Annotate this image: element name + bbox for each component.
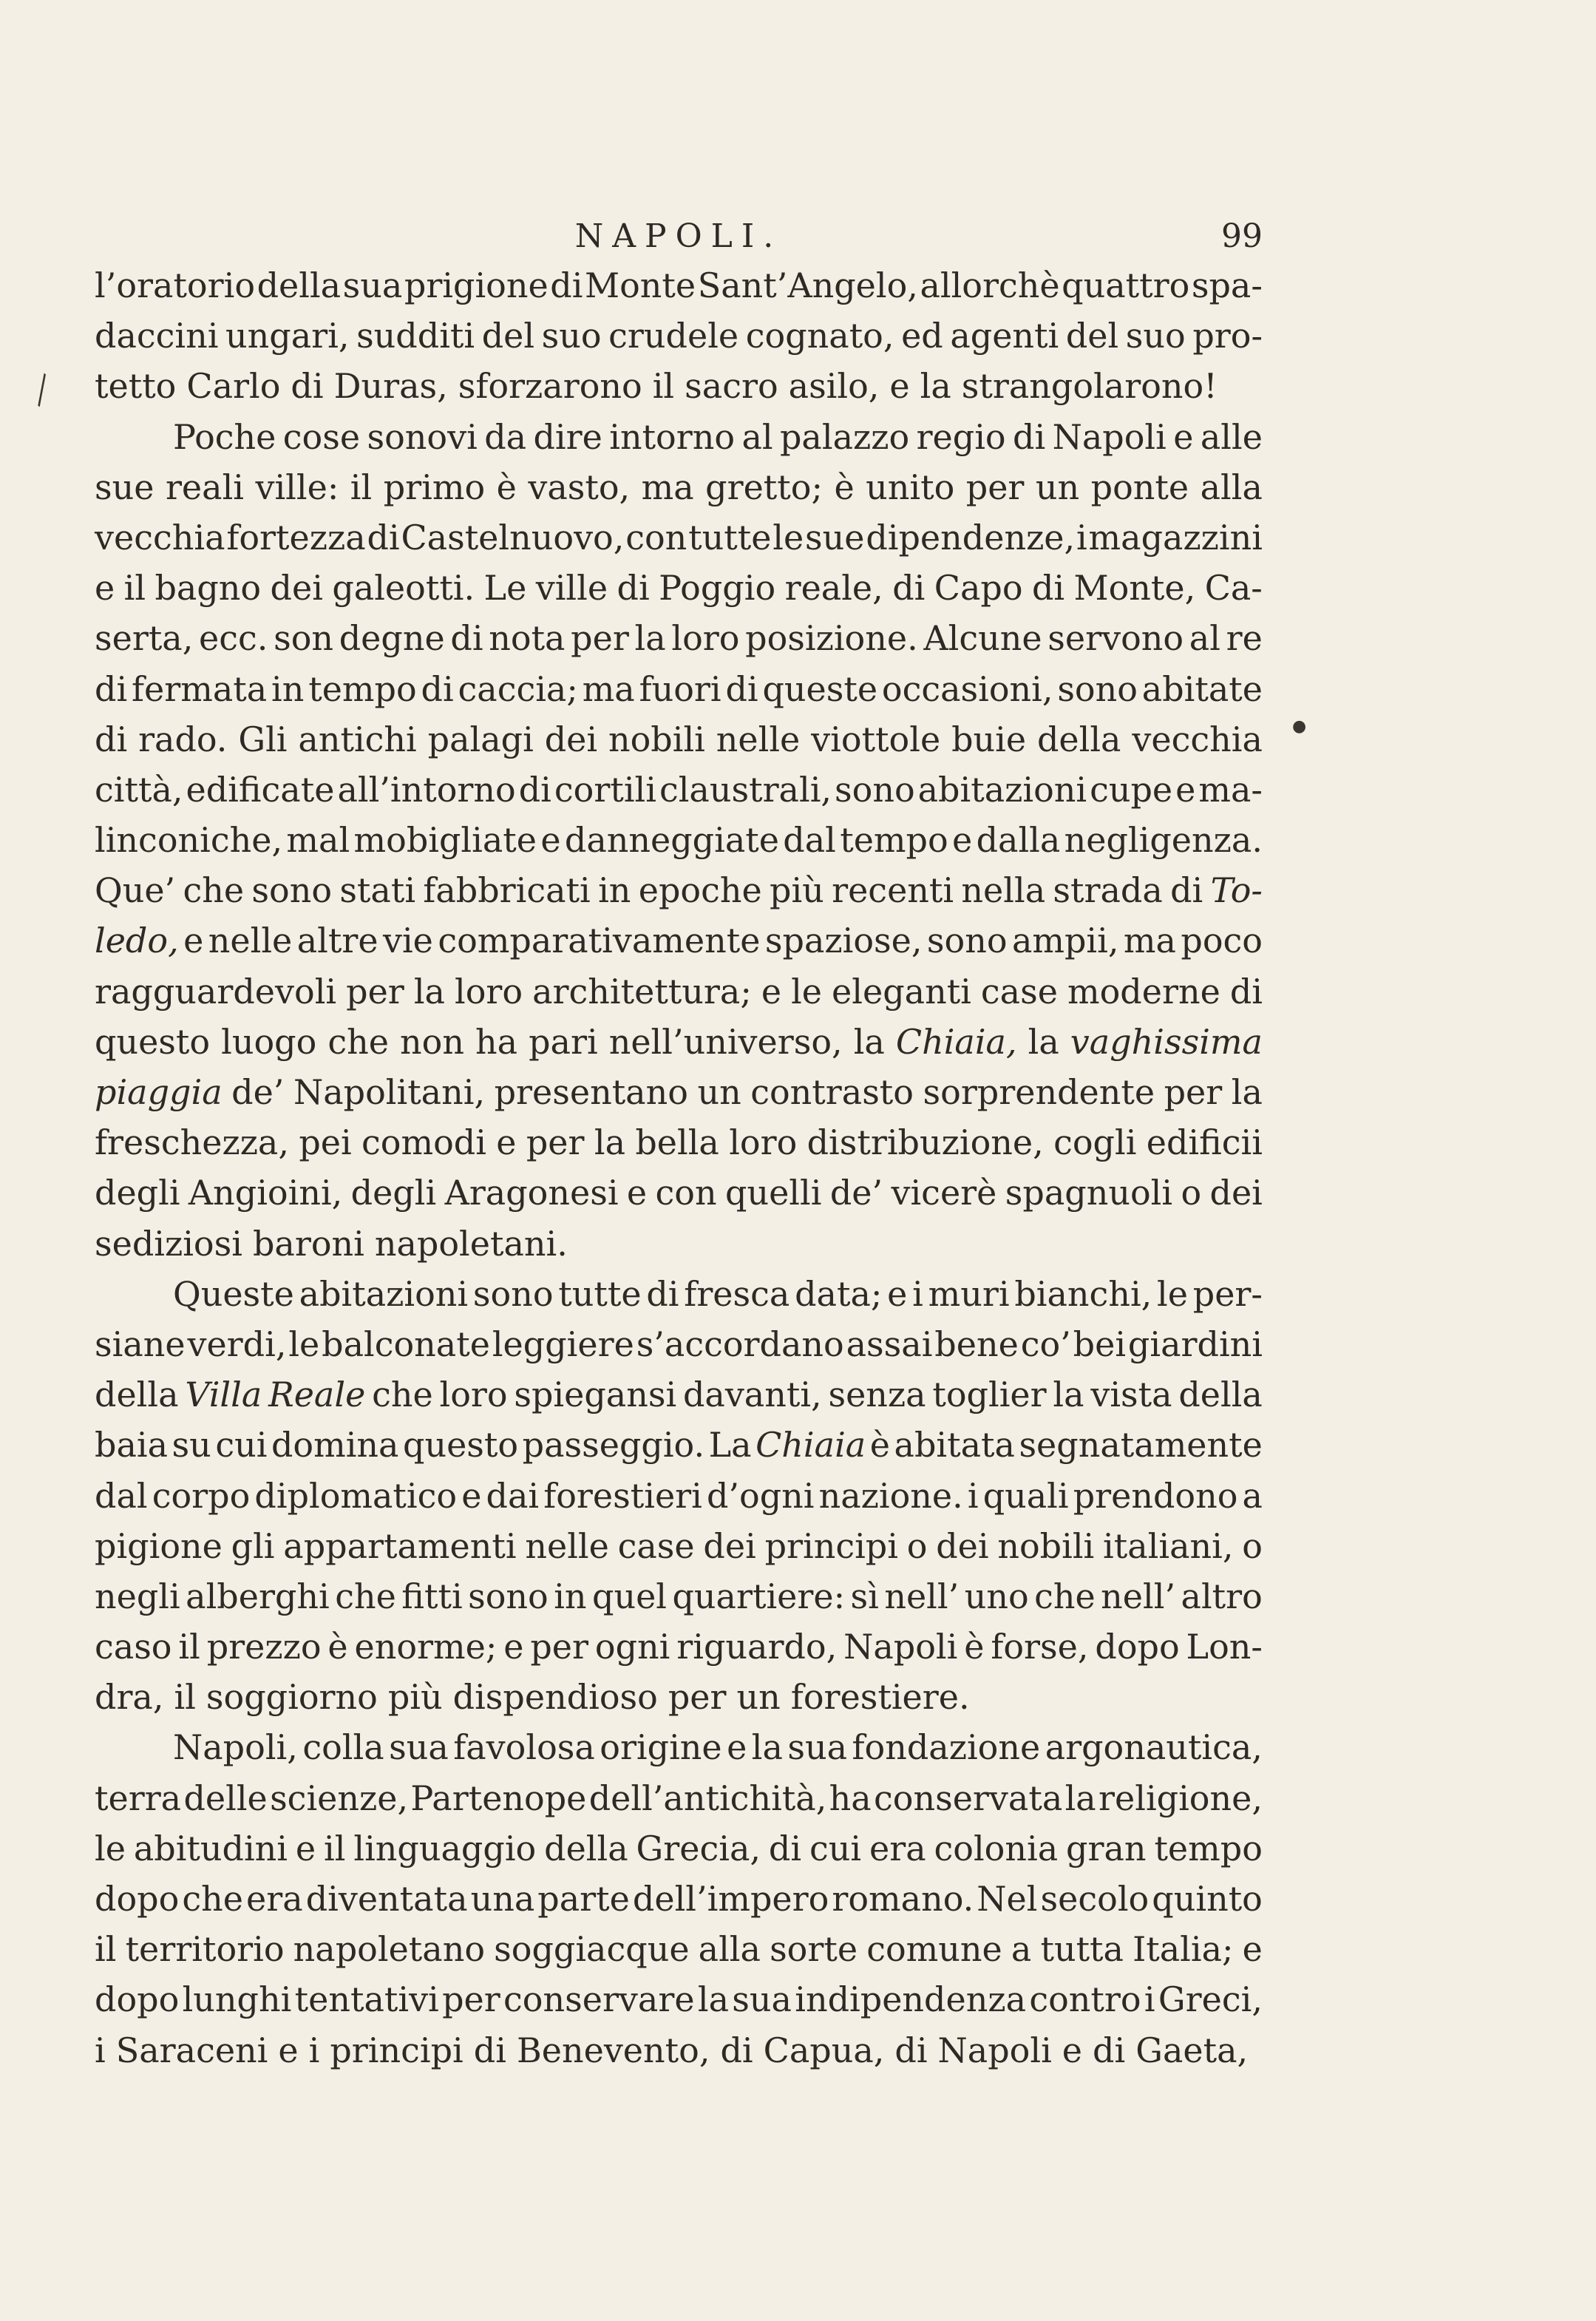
- text-line: le abitudini e il linguaggio della Grecia, di cui era colonia gran tempo: [95, 1828, 1263, 1868]
- running-title: NAPOLI.: [574, 217, 783, 255]
- text-line: dopo lunghi tentativi per conservare la sua indipendenza contro i Greci,: [95, 1979, 1263, 2020]
- page-header: [95, 214, 1263, 259]
- text-line: l’oratorio della sua prigione di Monte Sant’Angelo, allorchè quattro spa-: [95, 265, 1263, 305]
- text-line: piaggia de’ Napolitani, presentano un contrasto sorprendente per la: [95, 1072, 1263, 1112]
- text-line: questo luogo che non ha pari nell’universo, la Chiaia, la vaghissima: [95, 1021, 1263, 1062]
- text-line: sue reali ville: il primo è vasto, ma gretto; è unito per un ponte alla: [95, 467, 1263, 507]
- text-line: Napoli, colla sua favolosa origine e la sua fondazione argonautica,: [173, 1727, 1263, 1768]
- paragraph: [95, 1722, 1263, 2075]
- paragraph: [95, 412, 1263, 1269]
- text-line: linconiche, mal mobigliate e danneggiate dal tempo e dalla negligenza.: [95, 820, 1263, 861]
- margin-tick-mark: ╲: [26, 373, 57, 407]
- text-line: siane verdi, le balconate leggiere s’accordano assai bene co’ bei giardini: [95, 1324, 1263, 1364]
- text-line: tetto Carlo di Duras, sforzarono il sacro asilo, e la strangolarono!: [95, 366, 1218, 407]
- text-line: i Saraceni e i principi di Benevento, di Capua, di Napoli e di Gaeta,: [95, 2030, 1249, 2070]
- margin-dot-mark: ●: [1292, 717, 1307, 736]
- text-line: caso il prezzo è enorme; e per ogni riguardo, Napoli è forse, dopo Lon-: [95, 1627, 1263, 1667]
- text-line: Poche cose sonovi da dire intorno al palazzo regio di Napoli e alle: [173, 416, 1263, 457]
- text-line: di rado. Gli antichi palagi dei nobili nelle viottole buie della vecchia: [95, 719, 1263, 759]
- paragraph: [95, 1269, 1263, 1723]
- text-line: dopo che era diventata una parte dell’impero romano. Nel secolo quinto: [95, 1879, 1263, 1919]
- text-line: della Villa Reale che loro spiegansi davanti, senza toglier la vista della: [95, 1375, 1263, 1415]
- text-line: degli Angioini, degli Aragonesi e con quelli de’ vicerè spagnuoli o dei: [95, 1173, 1263, 1213]
- text-line: serta, ecc. son degne di nota per la loro posizione. Alcune servono al re: [95, 618, 1263, 659]
- text-line: pigione gli appartamenti nelle case dei principi o dei nobili italiani, o: [95, 1525, 1263, 1566]
- text-line: terra delle scienze, Partenope dell’antichità, ha conservata la religione,: [95, 1778, 1263, 1818]
- text-line: daccini ungari, sudditi del suo crudele cognato, ed agenti del suo pro-: [95, 316, 1263, 356]
- text-line: freschezza, pei comodi e per la bella loro distribuzione, cogli edificii: [95, 1122, 1263, 1163]
- text-line: ledo, e nelle altre vie comparativamente spaziose, sono ampii, ma poco: [95, 921, 1263, 961]
- paragraph: [95, 260, 1263, 412]
- text-line: città, edificate all’intorno di cortili claustrali, sono abitazioni cupe e ma-: [95, 769, 1263, 810]
- text-line: dra, il soggiorno più dispendioso per un forestiere.: [95, 1677, 970, 1718]
- text-line: vecchia fortezza di Castelnuovo, con tutte le sue dipendenze, i magazzini: [95, 517, 1263, 558]
- text-line: negli alberghi che fitti sono in quel quartiere: sì nell’ uno che nell’ altro: [95, 1576, 1263, 1616]
- page-number: 99: [1221, 217, 1263, 255]
- text-line: di fermata in tempo di caccia; ma fuori di queste occasioni, sono abitate: [95, 668, 1263, 709]
- body-text: [95, 260, 1263, 2076]
- text-line: e il bagno dei galeotti. Le ville di Poggio reale, di Capo di Monte, Ca-: [95, 568, 1263, 609]
- text-line: Queste abitazioni sono tutte di fresca data; e i muri bianchi, le per-: [173, 1273, 1263, 1314]
- text-line: ragguardevoli per la loro architettura; e le eleganti case moderne di: [95, 971, 1263, 1012]
- text-line: sediziosi baroni napoletani.: [95, 1223, 568, 1264]
- text-line: baia su cui domina questo passeggio. La Chiaia è abitata segnatamente: [95, 1425, 1263, 1466]
- text-line: dal corpo diplomatico e dai forestieri d’ogni nazione. i quali prendono a: [95, 1475, 1263, 1516]
- text-line: Que’ che sono stati fabbricati in epoche più recenti nella strada di To-: [95, 870, 1263, 911]
- text-line: il territorio napoletano soggiacque alla sorte comune a tutta Italia; e: [95, 1929, 1263, 1970]
